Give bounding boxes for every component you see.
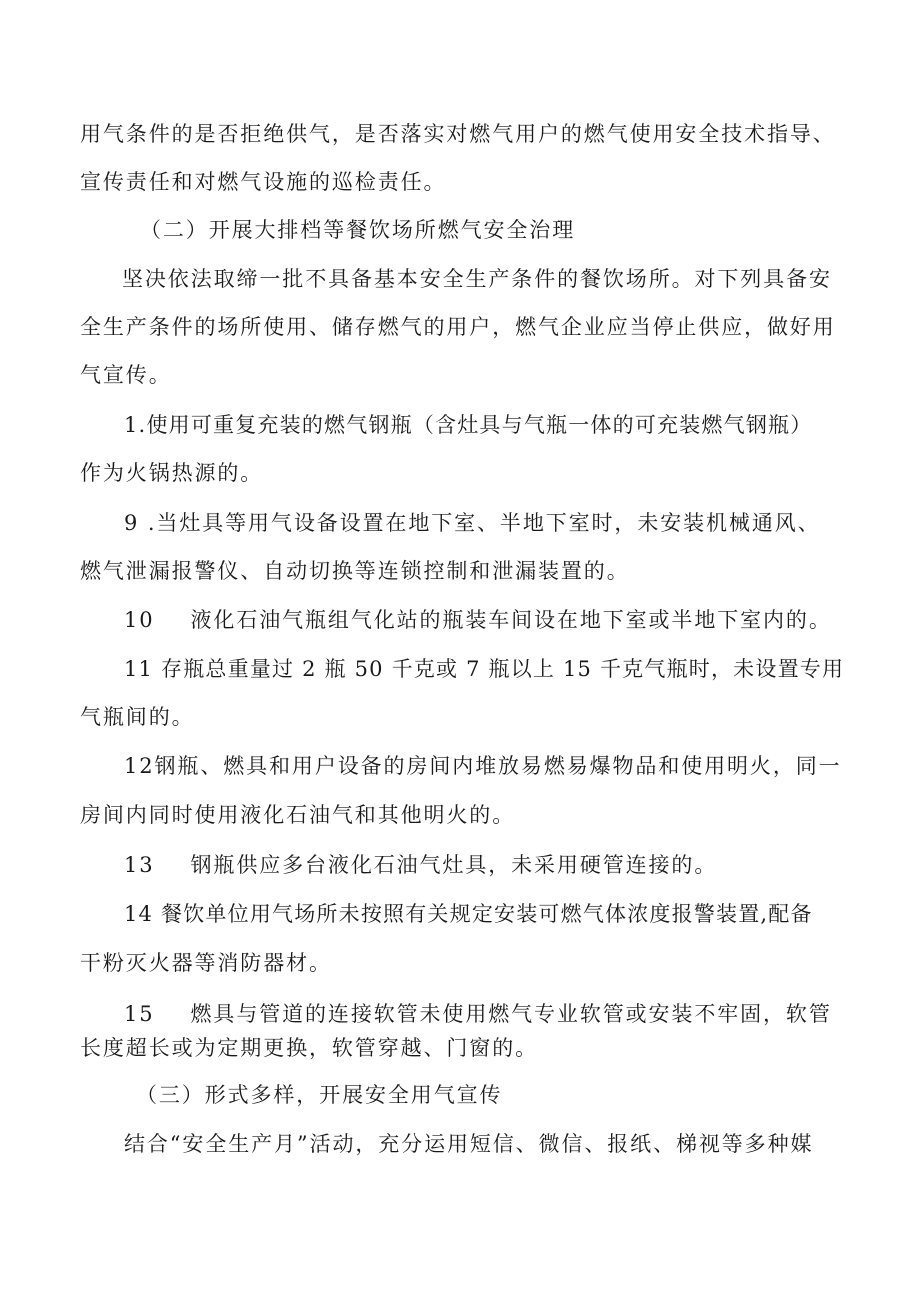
list-item-15-line-1 (124, 1002, 832, 1026)
list-item-text: 钢瓶供应多台液化石油气灶具，未采用硬管连接的。 (190, 853, 718, 877)
list-item-9-line-1 (124, 511, 821, 535)
paragraph-2-line-2: 全生产条件的场所使用、储存燃气的用户，燃气企业应当停止供应，做好用 (80, 315, 836, 339)
list-item-9-line-2: 燃气泄漏报警仪、自动切换等连锁控制和泄漏装置的。 (80, 559, 630, 583)
list-item-12-line-2: 房间内同时使用液化石油气和其他明火的。 (80, 803, 516, 827)
list-item-11-line-1 (124, 657, 844, 681)
list-item-number: 1. (124, 413, 147, 437)
list-item-13-line-1 (124, 853, 717, 877)
paragraph-3-line-1: 结合“安全生产月”活动，充分运用短信、微信、报纸、梯视等多种媒 (124, 1132, 814, 1156)
paragraph-2-line-3: 气宣传。 (80, 363, 172, 387)
list-item-text: .当灶具等用气设备设置在地下室、半地下室时，未安装机械通风、 (147, 511, 821, 535)
list-item-number: 9 (124, 511, 140, 535)
list-item-text: 使用可重复充装的燃气钢瓶（含灶具与气瓶一体的可充装燃气钢瓶） (146, 413, 813, 437)
list-item-number: 15 (124, 1002, 155, 1026)
list-item-15-line-2: 长度超长或为定期更换，软管穿越、门窗的。 (80, 1036, 538, 1060)
paragraph-1-line-2: 宣传责任和对燃气设施的巡检责任。 (80, 170, 447, 194)
list-item-text: 钢瓶、燃具和用户设备的房间内堆放易燃易爆物品和使用明火，同一 (154, 754, 842, 778)
section-heading-3: （三）形式多样，开展安全用气宣传 (136, 1083, 503, 1107)
list-item-14-line-1 (124, 902, 813, 926)
list-item-number: 12 (124, 754, 155, 778)
list-item-text: 燃具与管道的连接软管未使用燃气专业软管或安装不牢固，软管 (190, 1002, 832, 1026)
section-heading-2: （二）开展大排档等餐饮场所燃气安全治理 (140, 218, 576, 242)
list-item-14-line-2: 干粉灭火器等消防器材。 (80, 951, 332, 975)
list-item-text: 餐饮单位用气场所未按照有关规定安装可燃气体浓度报警装置,配备 (161, 902, 813, 926)
list-item-11-line-2: 气瓶间的。 (80, 705, 195, 729)
list-item-1-line-1 (124, 413, 812, 437)
list-item-10-line-1 (124, 608, 832, 632)
list-item-number: 11 (124, 657, 154, 681)
list-item-text: 存瓶总重量过 2 瓶 50 千克或 7 瓶以上 15 千克气瓶时，未设置专用 (161, 657, 845, 681)
list-item-12-line-1 (124, 754, 842, 778)
list-item-text: 液化石油气瓶组气化站的瓶装车间设在地下室或半地下室内的。 (190, 608, 832, 632)
paragraph-1-line-1: 用气条件的是否拒绝供气，是否落实对燃气用户的燃气使用安全技术指导、 (80, 122, 836, 146)
list-item-number: 13 (124, 853, 155, 877)
list-item-number: 10 (124, 608, 155, 632)
list-item-number: 14 (124, 902, 154, 926)
paragraph-2-line-1: 坚决依法取缔一批不具备基本安全生产条件的餐饮场所。对下列具备安 (122, 267, 832, 291)
list-item-1-line-2: 作为火锅热源的。 (80, 461, 264, 485)
